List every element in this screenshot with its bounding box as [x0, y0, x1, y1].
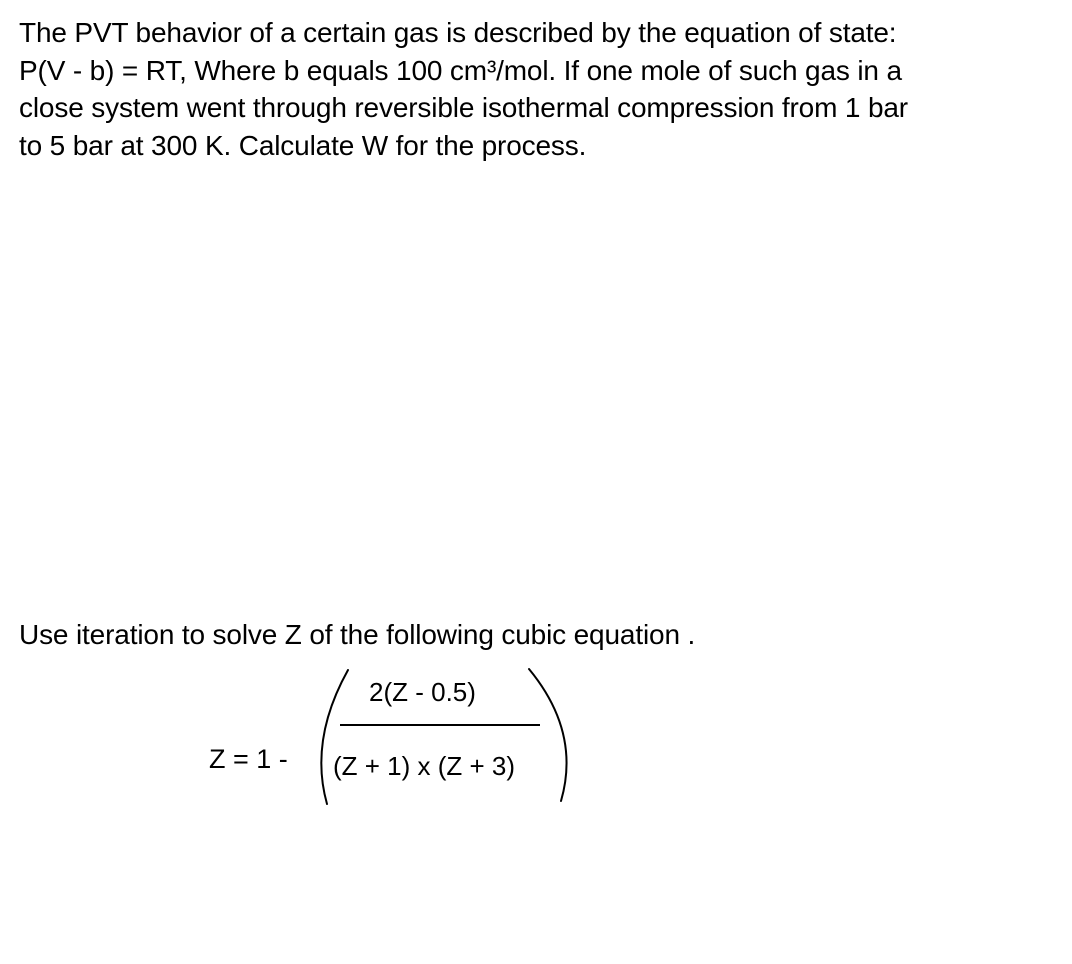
problem-line-1: The PVT behavior of a certain gas is described by the equation of state: [19, 17, 897, 48]
cubic-equation [200, 660, 600, 810]
problem-line-2: P(V - b) = RT, Where b equals 100 cm³/mol. If one mole of such gas in a [19, 54, 902, 86]
fraction-denominator: (Z + 1) x (Z + 3) [333, 751, 516, 781]
right-parenthesis [530, 660, 590, 810]
problem-line-3: close system went through reversible isothermal compression from 1 bar [19, 92, 908, 123]
equation-lhs: Z = 1 - [209, 744, 288, 774]
fraction-numerator: 2(Z - 0.5) [369, 677, 476, 707]
instruction-text: Use iteration to solve Z of the following cubic equation . [19, 619, 696, 650]
problem-line-4: to 5 bar at 300 K. Calculate W for the process. [19, 129, 587, 161]
fraction-bar [340, 724, 540, 726]
left-parenthesis [308, 660, 368, 810]
problem-statement [19, 14, 1064, 164]
